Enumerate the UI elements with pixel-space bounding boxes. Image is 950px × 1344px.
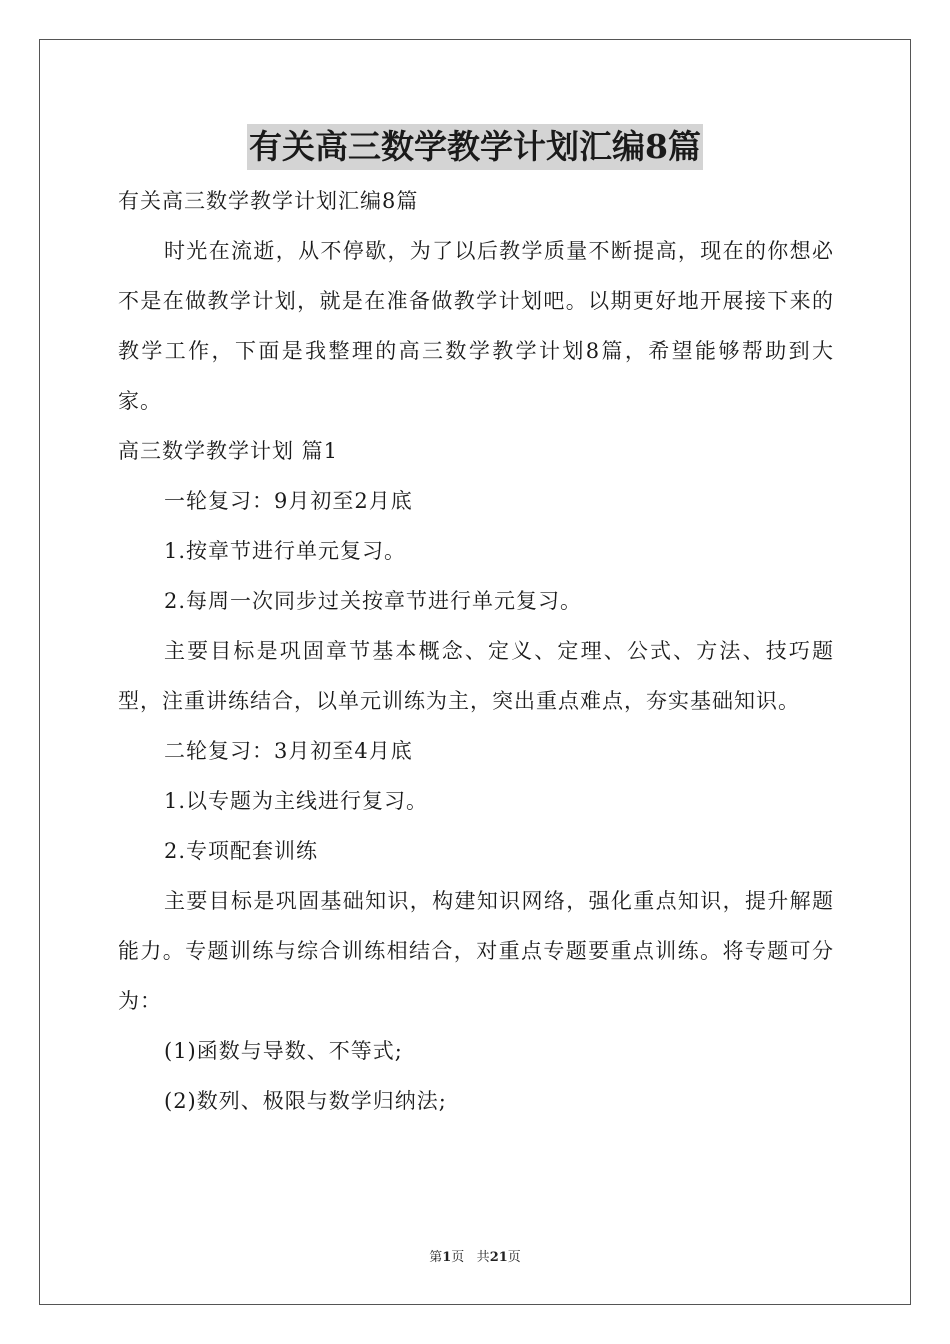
body-paragraph: 主要目标是巩固基础知识，构建知识网络，强化重点知识，提升解题能力。专题训练与综合训练相结合，对重点专题要重点训练。将专题可分为： bbox=[118, 889, 834, 1013]
footer-page-suffix: 页 bbox=[451, 1250, 465, 1265]
footer-total-pages: 21 bbox=[489, 1250, 508, 1265]
body-paragraph: 二轮复习：3月初至4月底 bbox=[164, 739, 413, 763]
footer-page-prefix: 第 bbox=[429, 1250, 443, 1265]
body-paragraph: 有关高三数学教学计划汇编8篇 bbox=[118, 189, 419, 213]
list-item: 1.按章节进行单元复习。 bbox=[164, 539, 407, 563]
footer-page-number: 1 bbox=[442, 1250, 452, 1265]
body-paragraph: 主要目标是巩固章节基本概念、定义、定理、公式、方法、技巧题型，注重讲练结合，以单元训练为主，突出重点难点，夯实基础知识。 bbox=[118, 639, 834, 713]
list-item: 1.以专题为主线进行复习。 bbox=[164, 789, 429, 813]
section-heading: 高三数学教学计划 篇1 bbox=[118, 439, 339, 463]
list-item: 2.专项配套训练 bbox=[164, 839, 319, 863]
footer-total-suffix: 页 bbox=[507, 1250, 521, 1265]
footer-total-prefix: 共 bbox=[476, 1250, 490, 1265]
list-item: 2.每周一次同步过关按章节进行单元复习。 bbox=[164, 589, 583, 613]
title-area bbox=[0, 124, 950, 170]
list-item: (2)数列、极限与数学归纳法; bbox=[164, 1089, 447, 1113]
document-title: 有关高三数学教学计划汇编8篇 bbox=[247, 124, 703, 170]
list-item: (1)函数与导数、不等式; bbox=[164, 1039, 403, 1063]
document-body bbox=[118, 176, 834, 1126]
page-footer bbox=[0, 1246, 950, 1265]
body-paragraph: 时光在流逝，从不停歇，为了以后教学质量不断提高，现在的你想必不是在做教学计划，就是在准备做教学计划吧。以期更好地开展接下来的教学工作，下面是我整理的高三数学教学计划8篇，希望能够帮助到大家。 bbox=[118, 239, 834, 413]
body-paragraph: 一轮复习：9月初至2月底 bbox=[164, 489, 413, 513]
